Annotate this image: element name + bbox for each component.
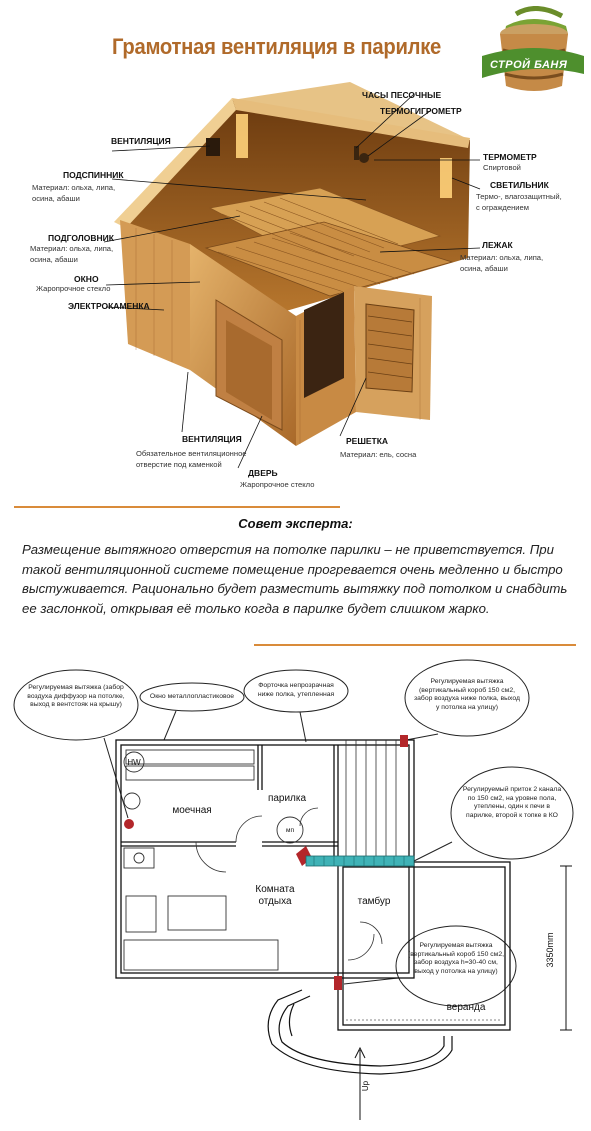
label-hourglass: ЧАСЫ ПЕСОЧНЫЕ: [362, 90, 442, 100]
room-rest-2: отдыха: [258, 896, 292, 907]
label-window: ОКНО: [74, 274, 99, 284]
label-podspinnik: ПОДСПИННИК: [63, 170, 124, 180]
thermometer-sub: Спиртовой: [483, 163, 521, 172]
ventilation-bottom-sub-2: отверстие под каменкой: [136, 460, 222, 469]
callout-text-6: Регулируемая вытяжка (вертикальный короб 150 см2, забор воздуха h=30-40 см, выход у потолка на улицу): [408, 942, 504, 975]
callout-text-5: Регулируемый приток 2 канала по 150 см2, на уровне пола, утеплены, один к печи в парилке, второй к топке в КО: [462, 786, 562, 819]
page-title: Грамотная вентиляция в парилке: [112, 34, 442, 59]
advice-title: Совет эксперта:: [238, 516, 353, 531]
label-podgolovnik: ПОДГОЛОВНИК: [48, 233, 114, 243]
callout-text-1: Регулируемая вытяжка (забор воздуха диффузор на потолке, выход в вентстояк на крышу): [27, 684, 125, 708]
lamp-sub-2: с ограждением: [476, 203, 529, 212]
washbasin-icon: [124, 793, 140, 809]
window-sub: Жаропрочное стекло: [36, 284, 111, 293]
label-grate: РЕШЕТКА: [346, 436, 389, 446]
water-heater-label: HW: [127, 758, 141, 767]
exhaust-valve-bottom-icon: [334, 976, 342, 990]
lezhak-sub-1: Материал: ольха, липа,: [460, 253, 544, 262]
label-ventilation-bottom: ВЕНТИЛЯЦИЯ: [182, 434, 242, 444]
stove-small: [124, 848, 154, 868]
dimension-label: 3350mm: [545, 932, 555, 968]
grate-sub: Материал: ель, сосна: [340, 450, 417, 459]
room-veranda: веранда: [446, 1002, 486, 1013]
lezhak-sub-2: осина, абаши: [460, 264, 508, 273]
label-stove: ЭЛЕКТРОКАМЕНКА: [68, 301, 150, 311]
intake-duct: [306, 856, 414, 866]
lamp-left-icon: [236, 114, 248, 158]
stove-label: мп: [286, 827, 294, 834]
label-door: ДВЕРЬ: [248, 468, 278, 478]
divider-bottom: [254, 644, 576, 646]
room-wash: моечная: [172, 805, 212, 816]
grate-icon: [366, 304, 414, 392]
label-ventilation-top: ВЕНТИЛЯЦИЯ: [111, 136, 171, 146]
table: [168, 896, 226, 930]
up-label: Up: [361, 1080, 370, 1092]
podspinnik-sub-1: Материал: ольха, липа,: [32, 183, 116, 192]
label-thermometer: ТЕРМОМЕТР: [483, 152, 537, 162]
divider-top: [14, 506, 340, 508]
podgolovnik-sub-1: Материал: ольха, липа,: [30, 244, 114, 253]
callout-text-2: Окно металлопластиковое: [149, 693, 235, 700]
thermohygrometer-icon: [359, 153, 369, 163]
armchair: [126, 896, 156, 932]
room-vestibule: тамбур: [357, 896, 391, 907]
walls: [116, 740, 510, 1030]
ventilation-bottom-sub-1: Обязательное вентиляционное: [136, 449, 247, 458]
exhaust-valve-top-icon: [400, 735, 408, 747]
label-lamp: СВЕТИЛЬНИК: [490, 180, 549, 190]
podspinnik-sub-2: осина, абаши: [32, 194, 80, 203]
exhaust-valve-icon: [124, 819, 134, 829]
lamp-right-icon: [440, 158, 452, 198]
callout-text-3: Форточка непрозрачная ниже полка, утепленная: [257, 682, 335, 698]
room-rest-1: Комната: [255, 884, 295, 895]
logo-bucket-icon: [482, 8, 584, 91]
label-lezhak: ЛЕЖАК: [482, 240, 513, 250]
dimension-line: [560, 866, 572, 1030]
room-steam: парилка: [267, 793, 307, 804]
door-sub: Жаропрочное стекло: [240, 480, 315, 489]
stairs: [346, 740, 396, 862]
sofa: [124, 940, 278, 970]
vent-top-icon: [206, 138, 220, 156]
lamp-sub-1: Термо-, влагозащитный,: [476, 192, 562, 201]
logo-text: СТРОЙ БАНЯ: [490, 59, 568, 71]
hourglass-icon: [354, 146, 359, 160]
callout-text-4: Регулируемая вытяжка (вертикальный короб 150 см2, забор воздуха ниже полка, выход у потолка на улицу): [414, 678, 520, 711]
label-thermohygrometer: ТЕРМОГИГРОМЕТР: [380, 106, 462, 116]
advice-body: Размещение вытяжного отверстия на потолке парилки – не приветствуется. При такой вентиляционной системе помещение прогревается очень медленно и быстро выстуживается. Рационально будет разместить вытяжку под потолком и снабдить ее заслонкой, открывая её только когда в парилке будет слишком жарко.: [22, 542, 568, 616]
podgolovnik-sub-2: осина, абаши: [30, 255, 78, 264]
